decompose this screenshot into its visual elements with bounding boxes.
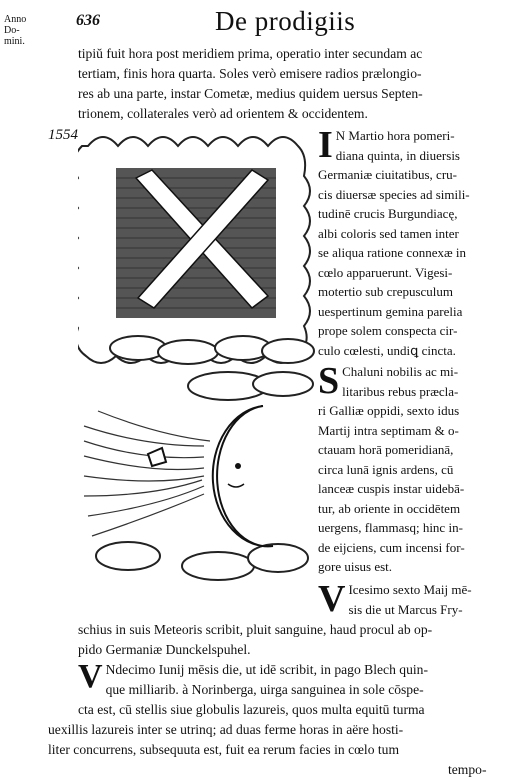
paragraph-blood-rain-cont — [78, 620, 432, 660]
text-line: uespertinum gemina parelia — [318, 303, 463, 319]
page-number: 636 — [76, 12, 100, 29]
text-line: se aliqua ratione connexæ in — [318, 245, 467, 260]
text-line: gore uisus est. — [318, 559, 393, 574]
paragraph-blood-rain — [318, 578, 472, 620]
text-line: diana quinta, in diuersis — [335, 147, 460, 163]
dropcap: I — [318, 124, 333, 166]
paragraph-moon-fire — [318, 362, 465, 577]
running-title: De prodigiis — [215, 6, 356, 36]
text-line: uergens, flammasq; hinc in- — [318, 520, 463, 535]
paragraph-crosses — [318, 126, 470, 360]
text-line: prope solem conspecta cir- — [318, 323, 458, 338]
woodcut-moon-illustration — [78, 366, 316, 588]
text-line: pido Germaniæ Dunckelspuhel. — [78, 642, 251, 657]
paragraph-blood-rod — [48, 658, 498, 780]
text-line: Chaluni nobilis ac mi- — [342, 364, 459, 379]
text-line: tudinē crucis Burgundiacę, — [318, 206, 458, 221]
text-line: liter concurrens, subsequuta est, fuit ea rerum facies in cœlo tum — [48, 742, 400, 757]
text-line: lanceæ cuspis instar uidebā- — [318, 481, 465, 496]
text-line: circa lunā ignis ardens, cū — [318, 461, 454, 477]
text-line: tipiŭ fuit hora post meridiem prima, operatio inter secundam ac — [78, 46, 423, 61]
text-line: cis diuersæ species ad simili- — [318, 186, 470, 202]
text-line: tertiam, finis hora quarta. Soles verò emisere radios prælongio- — [78, 66, 422, 81]
year-note: 1554 — [48, 127, 78, 143]
text-line: trionem, collaterales verò ad orientem & occidentem. — [78, 106, 368, 121]
top-text-block — [78, 44, 423, 124]
woodcut-cross-illustration — [78, 126, 316, 366]
dropcap: V — [318, 578, 346, 620]
text-line: res ab una parte, instar Cometæ, medius quidem uersus Septen- — [78, 86, 423, 101]
text-line: motertio sub crepusculum — [318, 284, 454, 299]
text-line: Icesimo sexto Maij mē- — [348, 582, 472, 597]
catchword: tempo- — [448, 762, 487, 777]
dropcap: V — [78, 658, 103, 695]
text-line: cœlo apparuerunt. Vigesi- — [318, 264, 453, 280]
text-line: uexillis lazureis inter se utrinq; ad duas ferme horas in aëre hosti- — [48, 722, 404, 737]
text-line: N Martio hora pomeri- — [335, 128, 455, 143]
text-line: Martij intra septimam & o- — [318, 422, 459, 438]
text-line: albi coloris sed tamen inter — [318, 225, 459, 241]
text-line: Ndecimo Iunij mēsis die, ut idē scribit, in pago Blech quin- — [105, 662, 428, 677]
text-line: litaribus rebus præcla- — [342, 383, 459, 399]
text-line: tur, ab oriente in occidētem — [318, 500, 461, 516]
text-line: que milliarib. à Norinberga, uirga sanguinea in sole cōspe- — [105, 682, 424, 697]
dropcap: S — [318, 360, 340, 402]
text-line: cta est, cū stellis siue globulis lazureis, quos multa equitū turma — [78, 702, 425, 717]
text-line: culo cœlesti, undiꝗ cincta. — [318, 342, 456, 358]
text-line: Germaniæ ciuitatibus, cru- — [318, 167, 457, 182]
text-line: sis die ut Marcus Fry- — [348, 602, 463, 617]
text-line: ri Galliæ oppidi, sexto idus — [318, 403, 460, 418]
text-line: de eijciens, cum incensi for- — [318, 539, 465, 555]
text-line: ctauam horā pomeridianā, — [318, 442, 454, 457]
year-label-line: Anno Do- mini. — [4, 14, 27, 47]
text-line: schius in suis Meteoris scribit, pluit sanguine, haud procul ab op- — [78, 622, 433, 637]
margin-year-label — [4, 14, 42, 47]
